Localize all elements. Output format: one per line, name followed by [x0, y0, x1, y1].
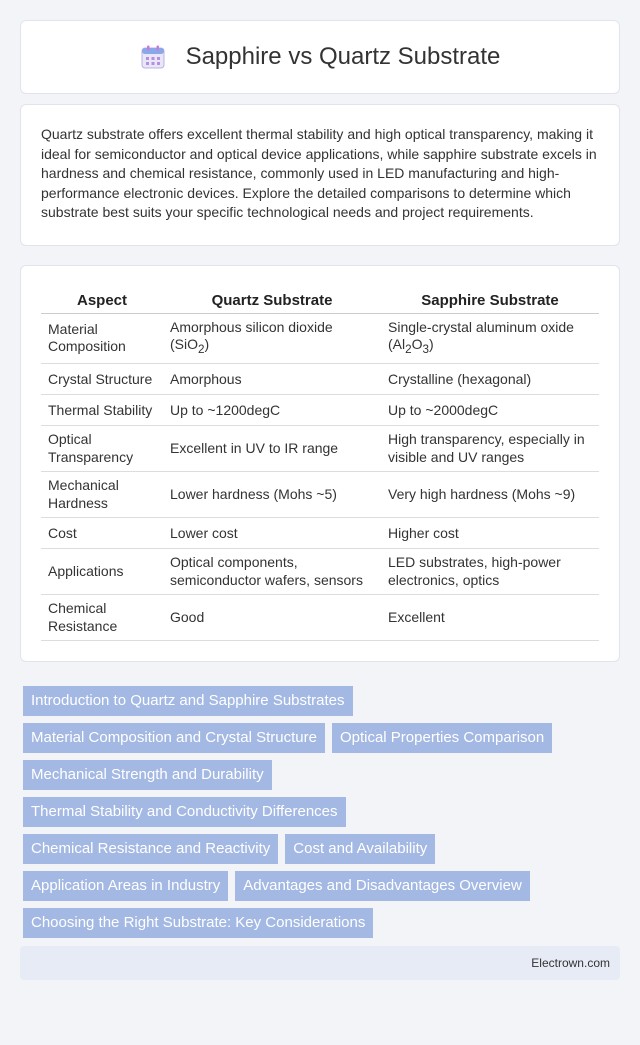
comparison-table-card	[20, 265, 620, 663]
cell-aspect: Cost	[41, 518, 163, 549]
header-sapphire: Sapphire Substrate	[381, 286, 599, 314]
calendar-icon	[140, 44, 166, 70]
header-aspect: Aspect	[41, 286, 163, 314]
cell-aspect: Thermal Stability	[41, 395, 163, 426]
tag-row	[23, 723, 620, 753]
cell-aspect: Crystal Structure	[41, 364, 163, 395]
cell-sapphire: Higher cost	[381, 518, 599, 549]
intro-text: Quartz substrate offers excellent thermal stability and high optical transparency, making it ideal for semiconductor and optical device applications, while sapphire substrate excels in hardness and chemical resistance, commonly used in LED manufacturing and high-performance electronic devices. Explore the detailed comparisons to determine which substrate best suits your specific technological needs and project requirements.	[41, 126, 597, 220]
tag-row	[23, 760, 620, 790]
table-row	[41, 518, 599, 549]
cell-sapphire: Very high hardness (Mohs ~9)	[381, 472, 599, 518]
topic-tag-link[interactable]: Advantages and Disadvantages Overview	[235, 871, 530, 901]
topic-tag-link[interactable]: Optical Properties Comparison	[332, 723, 552, 753]
table-row	[41, 395, 599, 426]
cell-sapphire: Crystalline (hexagonal)	[381, 364, 599, 395]
header-quartz: Quartz Substrate	[163, 286, 381, 314]
header-card	[20, 20, 620, 94]
topic-tag-link[interactable]: Introduction to Quartz and Sapphire Substrates	[23, 686, 353, 716]
topic-tag-link[interactable]: Material Composition and Crystal Structure	[23, 723, 325, 753]
cell-aspect: Applications	[41, 549, 163, 595]
cell-sapphire: Single-crystal aluminum oxide $(Al_2O_3)$	[381, 313, 599, 364]
cell-aspect: Optical Transparency	[41, 426, 163, 472]
cell-quartz: Good	[163, 595, 381, 641]
topic-tags	[20, 686, 620, 938]
tag-row	[23, 871, 620, 901]
comparison-table	[41, 286, 599, 642]
topic-tag-link[interactable]: Cost and Availability	[285, 834, 435, 864]
table-row	[41, 364, 599, 395]
table-row	[41, 595, 599, 641]
table-header-row	[41, 286, 599, 314]
cell-aspect: Mechanical Hardness	[41, 472, 163, 518]
cell-sapphire: High transparency, especially in visible and UV ranges	[381, 426, 599, 472]
topic-tag-link[interactable]: Mechanical Strength and Durability	[23, 760, 272, 790]
tag-row	[23, 908, 620, 938]
cell-quartz: Lower hardness (Mohs ~5)	[163, 472, 381, 518]
topic-tag-link[interactable]: Application Areas in Industry	[23, 871, 228, 901]
table-row	[41, 472, 599, 518]
footer	[20, 946, 620, 980]
cell-sapphire: Up to ~2000degC	[381, 395, 599, 426]
topic-tag-link[interactable]: Thermal Stability and Conductivity Differences	[23, 797, 346, 827]
cell-aspect: Material Composition	[41, 313, 163, 364]
footer-site-link[interactable]: Electrown.com	[531, 956, 610, 971]
cell-quartz: Amorphous silicon dioxide (SiO$_2$)	[163, 313, 381, 364]
intro-card	[20, 104, 620, 246]
table-row	[41, 549, 599, 595]
topic-tag-link[interactable]: Chemical Resistance and Reactivity	[23, 834, 278, 864]
topic-tag-link[interactable]: Choosing the Right Substrate: Key Considerations	[23, 908, 373, 938]
cell-quartz: Lower cost	[163, 518, 381, 549]
tag-row	[23, 834, 620, 864]
page-title: Sapphire vs Quartz Substrate	[185, 43, 501, 70]
tag-row	[23, 797, 620, 827]
table-row	[41, 426, 599, 472]
cell-quartz: Up to ~1200degC	[163, 395, 381, 426]
cell-quartz: Amorphous	[163, 364, 381, 395]
cell-quartz: Excellent in UV to IR range	[163, 426, 381, 472]
table-row	[41, 313, 599, 364]
cell-sapphire: Excellent	[381, 595, 599, 641]
tag-row	[23, 686, 620, 716]
cell-quartz: Optical components, semiconductor wafers, sensors	[163, 549, 381, 595]
cell-aspect: Chemical Resistance	[41, 595, 163, 641]
cell-sapphire: LED substrates, high-power electronics, optics	[381, 549, 599, 595]
